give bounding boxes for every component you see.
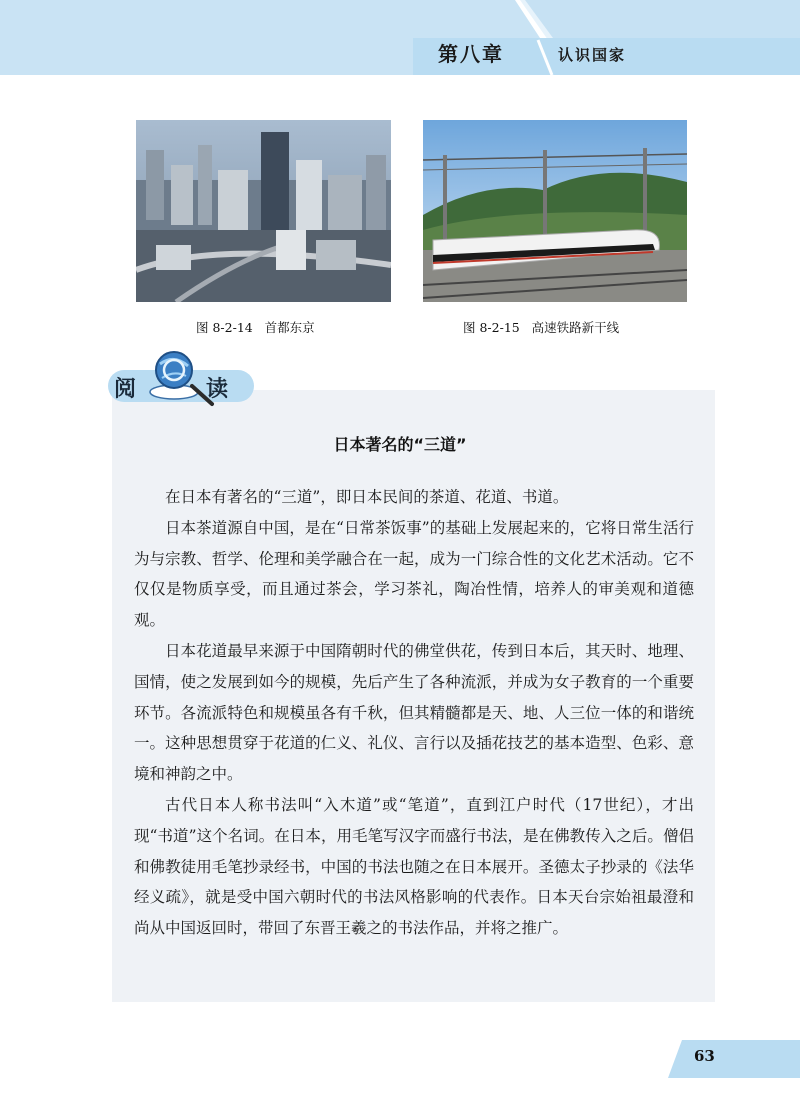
figure-caption-train: 图 8-2-15 高速铁路新干线: [463, 320, 620, 335]
photo-tokyo-skyline: [136, 120, 391, 302]
article-title: 日本著名的“三道”: [333, 435, 467, 454]
chapter-number: 第八章: [438, 42, 504, 66]
page-corner-band: [0, 1030, 800, 1080]
paragraph: 日本花道最早来源于中国隋朝时代的佛堂供花，传到日本后，其天时、地理、国情，使之发展到如今的规模，先后产生了各种流派，并成为女子教育的一个重要环节。各流派特色和规模虽各有千秋，但其精髓都是天、地、人三位一体的和谐统一。这种思想贯穿于花道的仁义、礼仪、言行以及插花技艺的基本造型、色彩、意境和神韵之中。: [134, 641, 694, 784]
chapter-title: 认识国家: [558, 46, 627, 64]
paragraph: 日本茶道源自中国，是在“日常茶饭事”的基础上发展起来的，它将日常生活行为与宗教、哲学、伦理和美学融合在一起，成为一门综合性的文化艺术活动。它不仅仅是物质享受，而且通过茶会，学习茶礼，陶冶性情，培养人的审美观和道德观。: [134, 518, 694, 630]
chapter-header: [0, 0, 800, 75]
figure-caption-tokyo: 图 8-2-14 首都东京: [196, 320, 315, 335]
page-number: 63: [694, 1047, 715, 1065]
photo-bullet-train: [423, 120, 687, 302]
header-band: [0, 0, 800, 75]
badge-char-du: 读: [206, 377, 229, 402]
reading-badge: [108, 346, 258, 412]
paragraph: 古代日本人称书法叫“入木道”或“笔道”，直到江户时代（17世纪），才出现“书道”这个名词。在日本，用毛笔写汉字而盛行书法，是在佛教传入之后。僧侣和佛教徒用毛笔抄录经书，中国的书法也随之在日本展开。圣德太子抄录的《法华经义疏》，就是受中国六朝时代的书法风格影响的代表作。日本天台宗始祖最澄和尚从中国返回时，带回了东晋王羲之的书法作品，并将之推广。: [134, 795, 694, 938]
paragraph: 在日本有著名的“三道”，即日本民间的茶道、花道、书道。: [165, 488, 569, 506]
badge-char-yue: 阅: [114, 377, 137, 402]
article-body: [134, 482, 694, 944]
